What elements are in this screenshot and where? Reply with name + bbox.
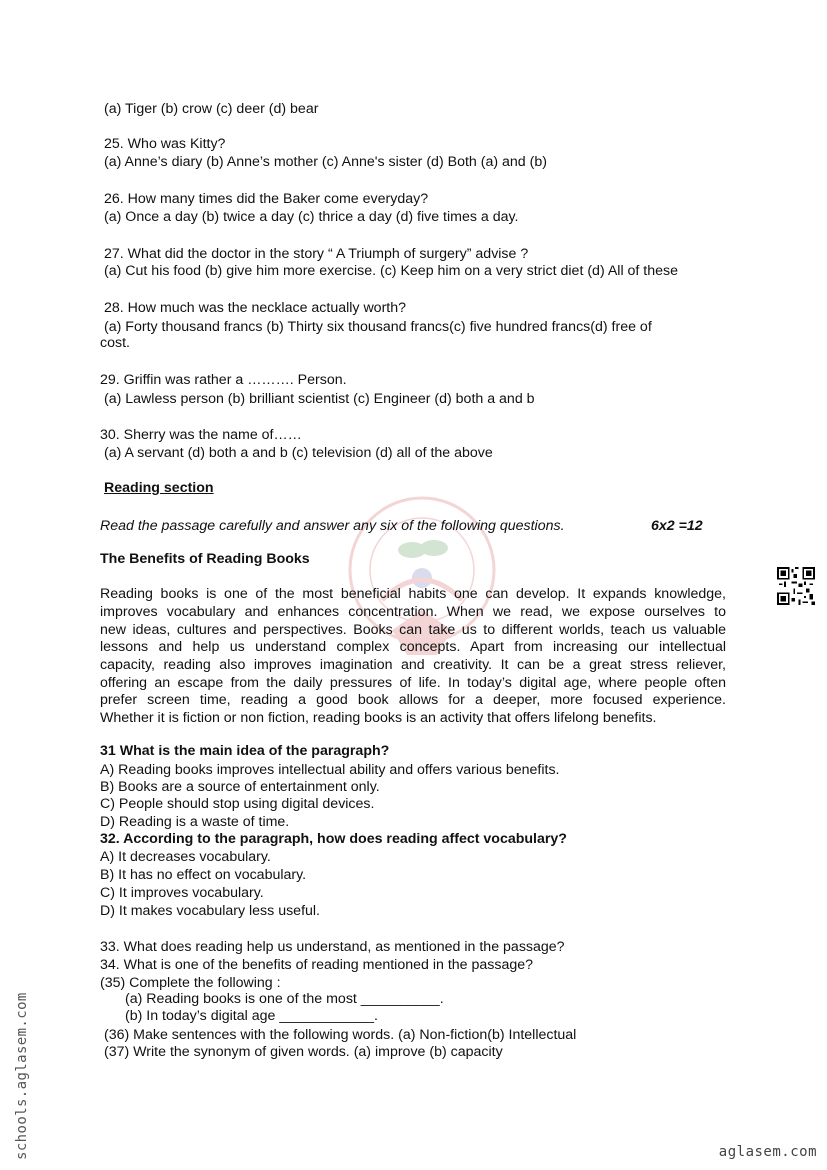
passage-line: Reading books is one of the most beneficial habits one can develop. It expands knowledge, bbox=[100, 586, 726, 602]
side-watermark: schools.aglasem.com bbox=[14, 992, 30, 1160]
q26-options: (a) Once a day (b) twice a day (c) thrice a day (d) five times a day. bbox=[104, 209, 519, 225]
q32-option-d: D) It makes vocabulary less useful. bbox=[100, 903, 320, 919]
q28-question: 28. How much was the necklace actually worth? bbox=[104, 300, 407, 316]
section-heading: Reading section bbox=[104, 480, 214, 496]
q27-options: (a) Cut his food (b) give him more exercise. (c) Keep him on a very strict diet (d) All of these bbox=[104, 263, 679, 279]
q25-question: 25. Who was Kitty? bbox=[104, 136, 226, 152]
q28-options-cont: cost. bbox=[100, 335, 130, 351]
passage-title: The Benefits of Reading Books bbox=[100, 551, 310, 567]
footer-watermark: aglasem.com bbox=[718, 1144, 817, 1160]
q29-question: 29. Griffin was rather a ………. Person. bbox=[100, 372, 347, 388]
passage-line: improves vocabulary and enhances concentration. When we read, we expose ourselves to bbox=[100, 604, 726, 620]
q32-question: 32. According to the paragraph, how does reading affect vocabulary? bbox=[100, 831, 567, 847]
instruction: Read the passage carefully and answer any six of the following questions. bbox=[100, 518, 565, 534]
q37-question: (37) Write the synonym of given words. (a) improve (b) capacity bbox=[104, 1044, 503, 1060]
q34-question: 34. What is one of the benefits of reading mentioned in the passage? bbox=[100, 957, 534, 973]
q32-option-a: A) It decreases vocabulary. bbox=[100, 849, 271, 865]
q32-option-b: B) It has no effect on vocabulary. bbox=[100, 867, 307, 883]
q28-options: (a) Forty thousand francs (b) Thirty six thousand francs(c) five hundred francs(d) free of bbox=[104, 319, 652, 335]
passage-line: offering an escape from the daily pressures of life. In today’s digital age, where people often bbox=[100, 675, 726, 691]
q25-options: (a) Anne’s diary (b) Anne’s mother (c) Anne's sister (d) Both (a) and (b) bbox=[104, 154, 547, 170]
passage-line: capacity, reading also improves imagination and creativity. It can be a great stress reliever, bbox=[100, 657, 726, 673]
q36-question: (36) Make sentences with the following words. (a) Non-fiction(b) Intellectual bbox=[104, 1027, 577, 1043]
q29-options: (a) Lawless person (b) brilliant scientist (c) Engineer (d) both a and b bbox=[104, 391, 535, 407]
q31-option-a: A) Reading books improves intellectual ability and offers various benefits. bbox=[100, 762, 560, 778]
q30-options: (a) A servant (d) both a and b (c) television (d) all of the above bbox=[104, 445, 493, 461]
passage-line: lessons and help us understand complex concepts. Apart from increasing our intellectual bbox=[100, 639, 726, 655]
q24-options: (a) Tiger (b) crow (c) deer (d) bear bbox=[104, 101, 319, 117]
passage-line: Whether it is fiction or non fiction, reading books is an activity that offers lifelong benefits. bbox=[100, 710, 657, 726]
q27-question: 27. What did the doctor in the story “ A Triumph of surgery” advise ? bbox=[104, 246, 529, 262]
q35-part-b: (b) In today’s digital age ____________. bbox=[125, 1008, 378, 1024]
q32-option-c: C) It improves vocabulary. bbox=[100, 885, 264, 901]
qr-code-icon bbox=[776, 567, 816, 605]
q35-question: (35) Complete the following : bbox=[100, 975, 281, 991]
q33-question: 33. What does reading help us understand, as mentioned in the passage? bbox=[100, 939, 565, 955]
marks: 6x2 =12 bbox=[651, 518, 703, 534]
q26-question: 26. How many times did the Baker come everyday? bbox=[104, 191, 429, 207]
q35-part-a: (a) Reading books is one of the most __________. bbox=[125, 991, 444, 1007]
q30-question: 30. Sherry was the name of…… bbox=[100, 427, 302, 443]
q31-option-d: D) Reading is a waste of time. bbox=[100, 814, 290, 830]
q31-option-c: C) People should stop using digital devices. bbox=[100, 796, 375, 812]
passage-line: new ideas, cultures and perspectives. Books can take us to different worlds, teach us valuable bbox=[100, 622, 726, 638]
passage-line: prefer screen time, reading a good book allows for a deeper, more focused experience. bbox=[100, 692, 726, 708]
q31-option-b: B) Books are a source of entertainment only. bbox=[100, 779, 380, 795]
q31-question: 31 What is the main idea of the paragraph? bbox=[100, 743, 390, 759]
